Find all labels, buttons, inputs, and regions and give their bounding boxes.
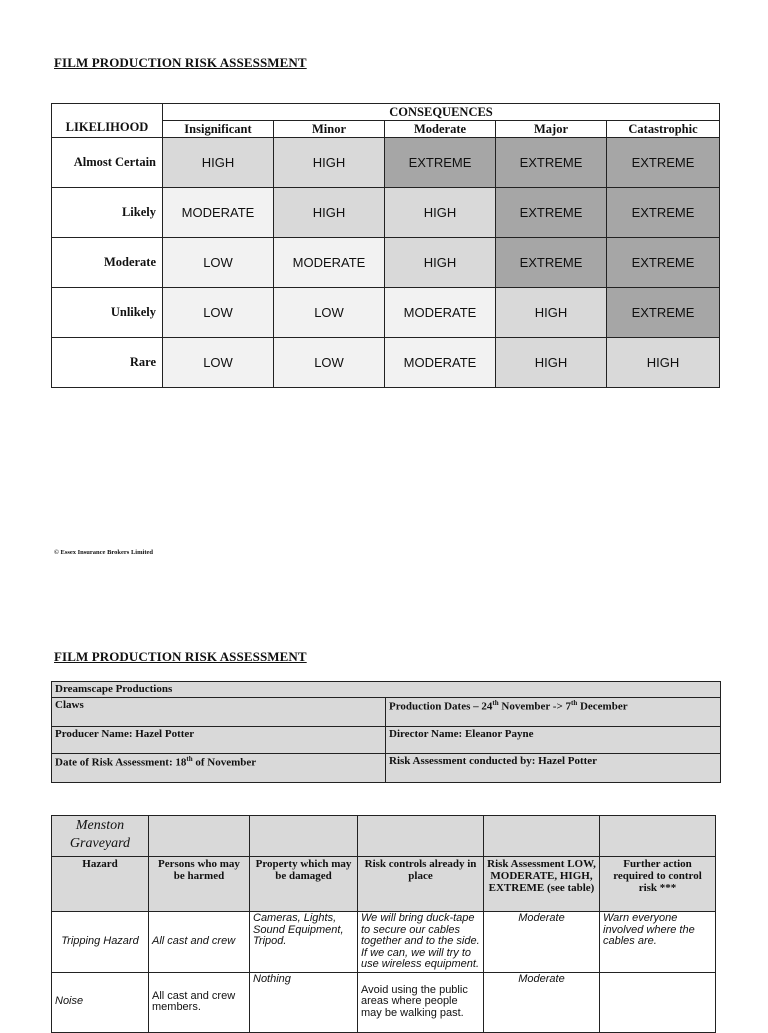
empty-cell [358, 816, 484, 857]
hazard-name: Tripping Hazard [52, 912, 149, 973]
risk-level-cell: HIGH [274, 188, 385, 238]
risk-level-cell: MODERATE [385, 288, 496, 338]
empty-cell [250, 816, 358, 857]
risk-level-cell: EXTREME [496, 188, 607, 238]
risk-level-cell: MODERATE [274, 238, 385, 288]
likelihood-label: Likely [52, 188, 163, 238]
likelihood-header: LIKELIHOOD [52, 104, 163, 138]
risk-assessment-level: Moderate [484, 972, 600, 1032]
hazard-column-header: Further action required to control risk *** [600, 857, 716, 912]
page-title: FILM PRODUCTION RISK ASSESSMENT [54, 649, 307, 664]
matrix-row [52, 338, 720, 388]
hazard-row [52, 912, 716, 973]
risk-level-cell: LOW [274, 288, 385, 338]
risk-level-cell: HIGH [607, 338, 720, 388]
risk-level-cell: LOW [274, 338, 385, 388]
hazard-column-header: Property which may be damaged [250, 857, 358, 912]
risk-level-cell: MODERATE [163, 188, 274, 238]
risk-level-cell: HIGH [385, 188, 496, 238]
risk-level-cell: EXTREME [607, 238, 720, 288]
location-cell [52, 816, 149, 857]
likelihood-label: Moderate [52, 238, 163, 288]
risk-assessment-level: Moderate [484, 912, 600, 973]
likelihood-label: Rare [52, 338, 163, 388]
hazard-table [51, 815, 716, 1033]
property-damaged: Cameras, Lights, Sound Equipment, Tripod. [250, 912, 358, 973]
risk-level-cell: MODERATE [385, 338, 496, 388]
matrix-row [52, 238, 720, 288]
risk-controls: We will bring duck-tape to secure our cables together and to the side. If we can, we will try to use wireless equipment. [358, 912, 484, 973]
consequence-column-header: Insignificant [163, 121, 274, 138]
hazard-column-header: Hazard [52, 857, 149, 912]
risk-level-cell: HIGH [385, 238, 496, 288]
consequence-column-header: Moderate [385, 121, 496, 138]
hazard-row [52, 972, 716, 1032]
risk-level-cell: HIGH [496, 288, 607, 338]
empty-cell [149, 816, 250, 857]
property-damaged: Nothing [250, 972, 358, 1032]
assessment-conducted-by: Risk Assessment conducted by: Hazel Potter [386, 754, 721, 783]
matrix-row [52, 288, 720, 338]
risk-level-cell: EXTREME [607, 288, 720, 338]
director-name: Director Name: Eleanor Payne [386, 727, 721, 754]
persons-harmed: All cast and crew members. [149, 972, 250, 1032]
empty-cell [484, 816, 600, 857]
risk-level-cell: HIGH [163, 138, 274, 188]
hazard-column-header: Risk controls already in place [358, 857, 484, 912]
hazard-column-header: Risk Assessment LOW, MODERATE, HIGH, EXTREME (see table) [484, 857, 600, 912]
likelihood-label: Almost Certain [52, 138, 163, 188]
matrix-row [52, 188, 720, 238]
empty-cell [600, 816, 716, 857]
risk-level-cell: EXTREME [607, 138, 720, 188]
risk-controls: Avoid using the public areas where people may be walking past. [358, 972, 484, 1032]
risk-level-cell: EXTREME [496, 238, 607, 288]
risk-level-cell: EXTREME [385, 138, 496, 188]
consequence-column-header: Catastrophic [607, 121, 720, 138]
risk-matrix-table [51, 103, 720, 388]
company-name: Dreamscape Productions [52, 682, 721, 698]
matrix-row [52, 138, 720, 188]
page-title: FILM PRODUCTION RISK ASSESSMENT [54, 55, 307, 70]
assessment-date: Date of Risk Assessment: 18th of November [52, 754, 386, 783]
likelihood-label: Unlikely [52, 288, 163, 338]
hazard-column-header: Persons who may be harmed [149, 857, 250, 912]
production-dates: Production Dates – 24th November -> 7th December [386, 698, 721, 727]
consequences-header: CONSEQUENCES [163, 104, 720, 121]
production-title: Claws [52, 698, 386, 727]
producer-name: Producer Name: Hazel Potter [52, 727, 386, 754]
risk-level-cell: LOW [163, 238, 274, 288]
further-action [600, 972, 716, 1032]
location-label: Menston Graveyard [69, 818, 131, 851]
copyright-notice: © Essex Insurance Brokers Limited [54, 549, 153, 556]
consequence-column-header: Minor [274, 121, 385, 138]
hazard-name: Noise [52, 972, 149, 1032]
persons-harmed: All cast and crew [149, 912, 250, 973]
risk-level-cell: HIGH [274, 138, 385, 188]
further-action: Warn everyone involved where the cables are. [600, 912, 716, 973]
risk-level-cell: EXTREME [496, 138, 607, 188]
risk-level-cell: LOW [163, 288, 274, 338]
risk-level-cell: LOW [163, 338, 274, 388]
consequence-column-header: Major [496, 121, 607, 138]
risk-level-cell: EXTREME [607, 188, 720, 238]
production-info-table [51, 681, 721, 783]
risk-level-cell: HIGH [496, 338, 607, 388]
